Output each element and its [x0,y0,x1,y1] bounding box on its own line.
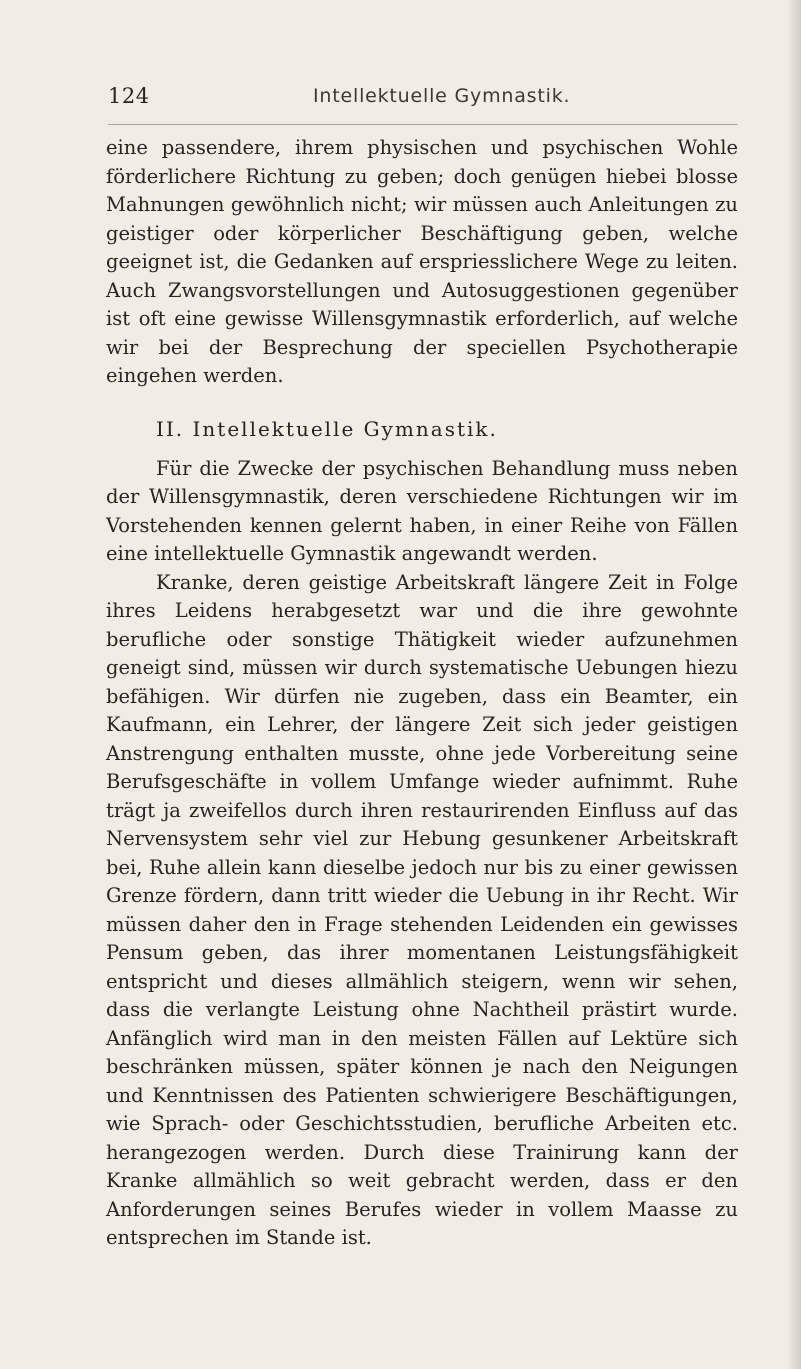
page-body [106,134,738,1253]
page-edge-shadow [787,0,801,1369]
paragraph-intro: Für die Zwecke der psychischen Behandlung muss neben der Willensgymnastik, deren verschiedene Richtungen wir im Vorstehenden kennen gelernt haben, in einer Reihe von Fällen eine intellektuelle Gymnastik angewandt werden. [106,456,738,565]
running-title: Intellektuelle Gymnastik. [313,85,571,107]
page-number: 124 [108,84,150,108]
paragraph-main: Kranke, deren geistige Arbeitskraft längere Zeit in Folge ihres Leidens herabgesetzt war und die ihre gewohnte berufliche oder sonstige Thätigkeit wieder aufzunehmen geneigt sind, müssen wir durch systematische Uebungen hiezu befähigen. Wir dürfen nie zugeben, dass ein Beamter, ein Kaufmann, ein Lehrer, der längere Zeit sich jeder geistigen Anstrengung enthalten musste, ohne jede Vorbereitung seine Berufsgeschäfte in vollem Umfange wieder aufnimmt. Ruhe trägt ja zweifellos durch ihren restaurirenden Einfluss auf das Nervensystem sehr viel zur Hebung gesunkener Arbeitskraft bei, Ruhe allein kann dieselbe jedoch nur bis zu einer gewissen Grenze fördern, dann tritt wieder die Uebung in ihr Recht. Wir müssen daher den in Frage stehenden Leidenden ein gewisses Pensum geben, das ihrer momentanen Leistungsfähigkeit entspricht und dieses allmählich steigern, wenn wir sehen, dass die verlangte Leistung ohne Nachtheil prästirt wurde. Anfänglich wird man in den meisten Fällen auf Lektüre sich beschränken müssen, später können je nach den Neigungen und Kenntnissen des Patienten schwierigere Beschäftigungen, wie Sprach- oder Geschichtsstudien, berufliche Arbeiten etc. herangezogen werden. Durch diese Trainirung kann der Kranke allmählich so weit gebracht werden, dass er den Anforderungen seines Berufes wieder in vollem Maasse zu entsprechen im Stande ist. [106,570,738,1249]
paragraph-continuation: eine passendere, ihrem physischen und psychischen Wohle förderlichere Richtung zu geben; doch genügen hiebei blosse Mahnungen gewöhnlich nicht; wir müssen auch Anleitungen zu geistiger oder körperlicher Beschäftigung geben, welche geeignet ist, die Gedanken auf erspriesslichere Wege zu leiten. Auch Zwangsvorstellungen und Autosuggestionen gegenüber ist oft eine gewisse Willensgymnastik erforderlich, auf welche wir bei der Besprechung der speciellen Psychotherapie eingehen werden. [106,136,738,387]
section-heading: II. Intellektuelle Gymnastik. [156,416,498,441]
header-rule [108,124,738,125]
page-header [108,84,728,114]
